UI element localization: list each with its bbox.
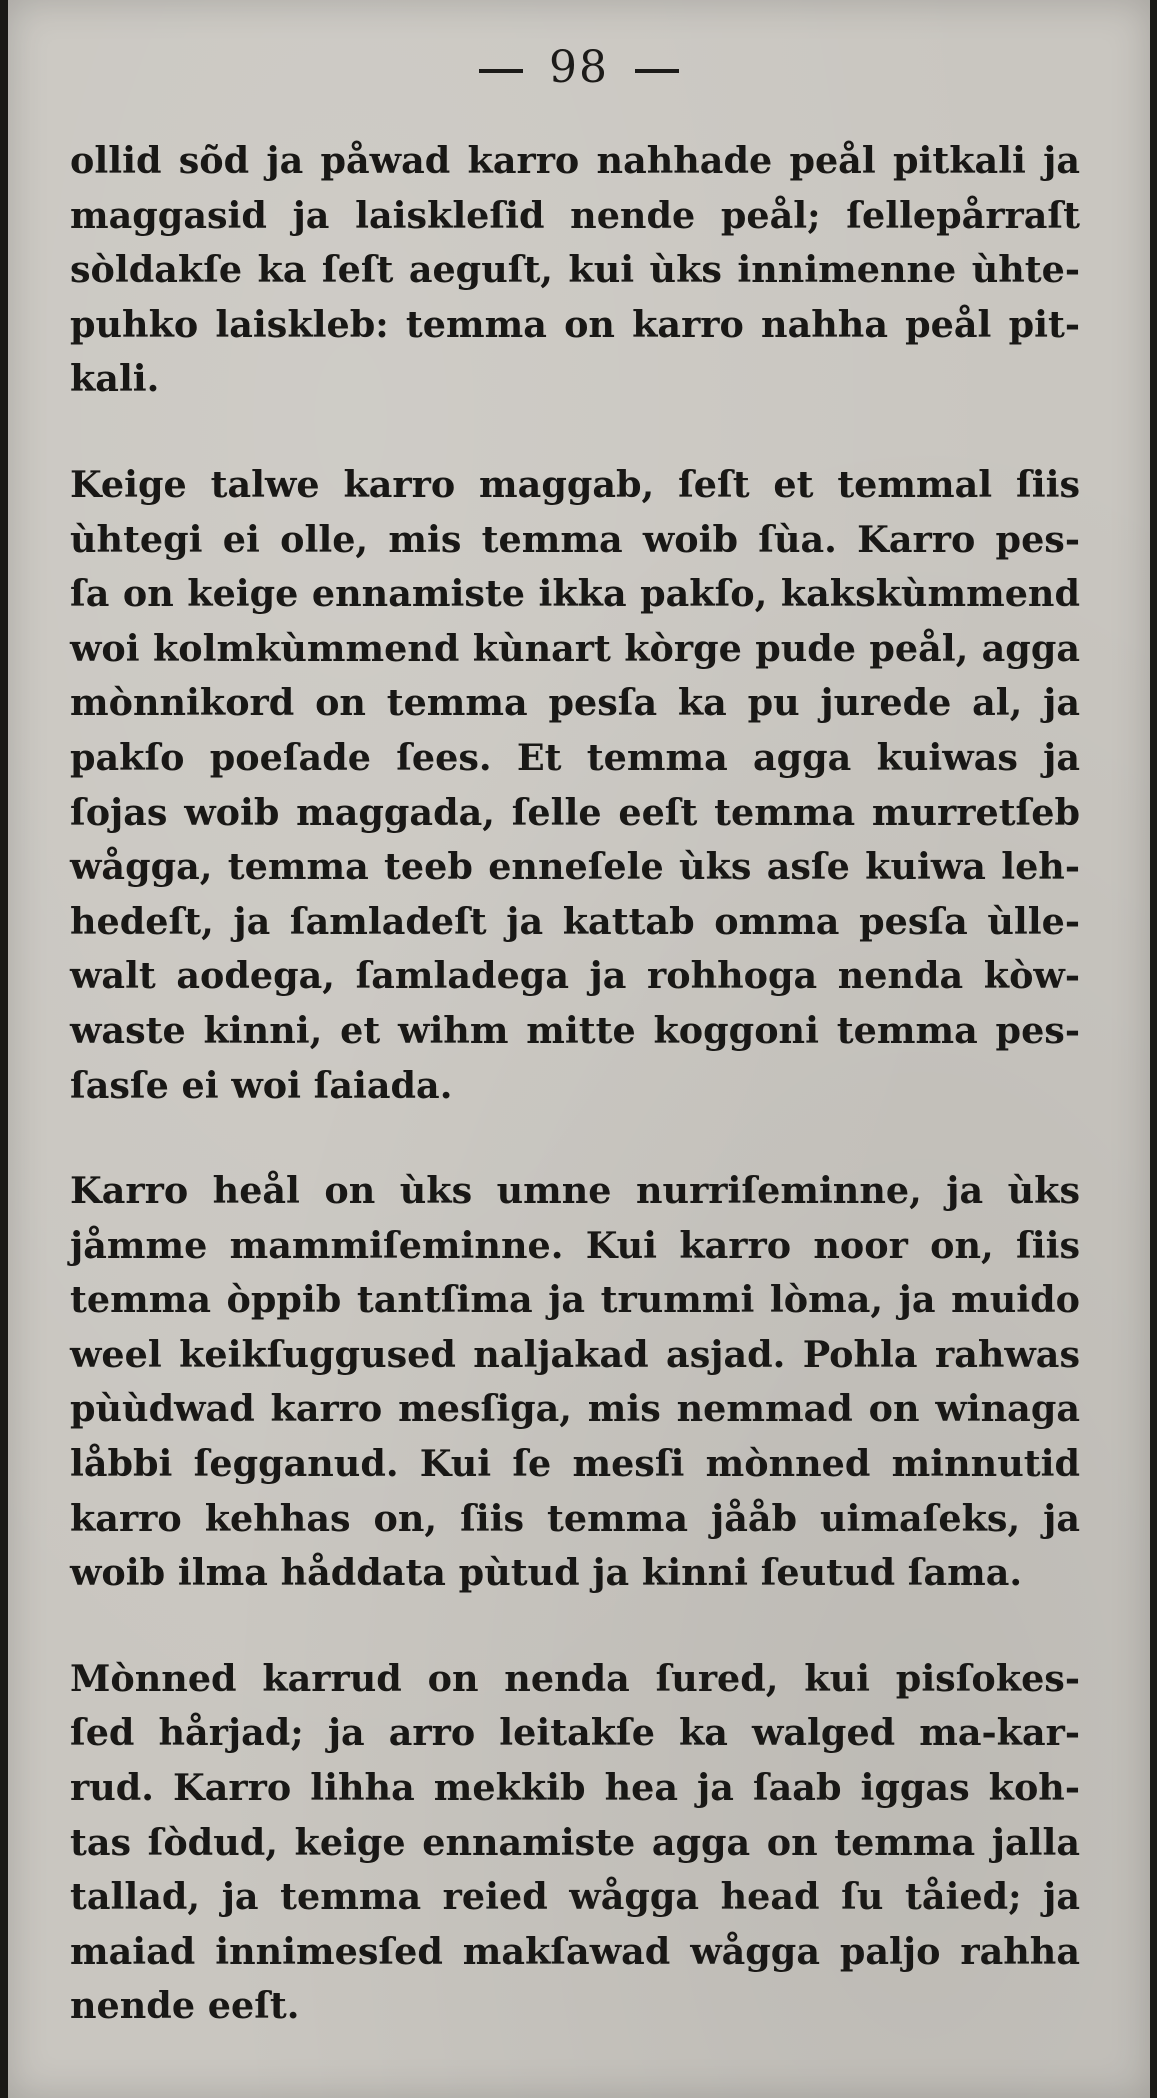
book-page: [8, 0, 1150, 2098]
text-line: puhko laiskleb: temma on karro nahha peål pit-: [70, 302, 1080, 346]
text-line: temma òppib tantſima ja trummi lòma, ja muido: [70, 1278, 1080, 1322]
text-line: ſed hårjad; ja arro leitakſe ka walged ma-kar-: [70, 1711, 1080, 1755]
header-dash-right: [635, 69, 679, 73]
text-line: rud. Karro lihha mekkib hea ja ſaab iggas koh-: [70, 1766, 1080, 1810]
text-line: ſa on keige ennamiste ikka pakſo, kakskùmmend: [70, 572, 1080, 616]
text-line: maggasid ja laiskleſid nende peål; ſellepårraſt: [70, 193, 1080, 237]
page-header: [8, 42, 1150, 93]
text-line: woi kolmkùmmend kùnart kòrge pude peål, agga: [70, 626, 1080, 670]
paragraph: [70, 1652, 1080, 2034]
text-line: tas ſòdud, keige ennamiste agga on temma jalla: [70, 1820, 1080, 1864]
header-dash-left: [479, 69, 523, 73]
text-line: pakſo poeſade ſees. Et temma agga kuiwas ja: [70, 735, 1080, 779]
text-line: walt aodega, ſamladega ja rohhoga nenda kòw-: [70, 954, 1080, 998]
text-line: ollid sõd ja påwad karro nahhade peål pitkali ja: [70, 139, 1080, 182]
text-line: waste kinni, et wihm mitte koggoni temma pes-: [70, 1008, 1080, 1052]
text-line: kali.: [70, 357, 160, 401]
text-line: weel keikſuggused naljakad asjad. Pohla rahwas: [70, 1332, 1080, 1376]
text-line: Mònned karrud on nenda ſured, kui pisſokes-: [70, 1656, 1080, 1700]
text-line: Karro heål on ùks umne nurriſeminne, ja ùks: [70, 1169, 1080, 1213]
text-line: låbbi ſegganud. Kui ſe mesſi mònned minnutid: [70, 1442, 1080, 1486]
text-line: karro kehhas on, ſiis temma jååb uimaſeks, ja: [70, 1496, 1080, 1540]
body-text: [70, 134, 1080, 2034]
text-line: ùhtegi ei olle, mis temma woib ſùa. Karro pes-: [70, 517, 1080, 561]
paragraph: [70, 458, 1080, 1113]
paragraph: [70, 134, 1080, 407]
text-line: sòldakſe ka ſeſt aeguſt, kui ùks innimenne ùhte-: [70, 248, 1080, 292]
text-line: ſasſe ei woi ſaiada.: [70, 1063, 453, 1107]
text-line: nende eeſt.: [70, 1984, 300, 2028]
paragraph: [70, 1164, 1080, 1601]
text-line: hedeſt, ja ſamladeſt ja kattab omma pesſa ùlle-: [70, 899, 1080, 943]
text-line: Keige talwe karro maggab, ſeſt et temmal ſiis: [70, 462, 1080, 506]
text-line: ſojas woib maggada, ſelle eeſt temma murretſeb: [70, 790, 1080, 834]
text-line: jåmme mammiſeminne. Kui karro noor on, ſiis: [70, 1223, 1080, 1267]
page-number: 98: [549, 42, 609, 93]
text-line: maiad innimesſed makſawad wågga paljo rahha: [70, 1929, 1080, 1973]
text-line: wågga, temma teeb enneſele ùks asſe kuiwa leh-: [70, 845, 1080, 889]
text-line: tallad, ja temma reied wågga head ſu tåied; ja: [70, 1875, 1080, 1919]
text-line: mònnikord on temma pesſa ka pu jurede al, ja: [70, 681, 1080, 725]
text-line: woib ilma håddata pùtud ja kinni ſeutud ſama.: [70, 1551, 1023, 1595]
text-line: pùùdwad karro mesſiga, mis nemmad on winaga: [70, 1387, 1080, 1431]
